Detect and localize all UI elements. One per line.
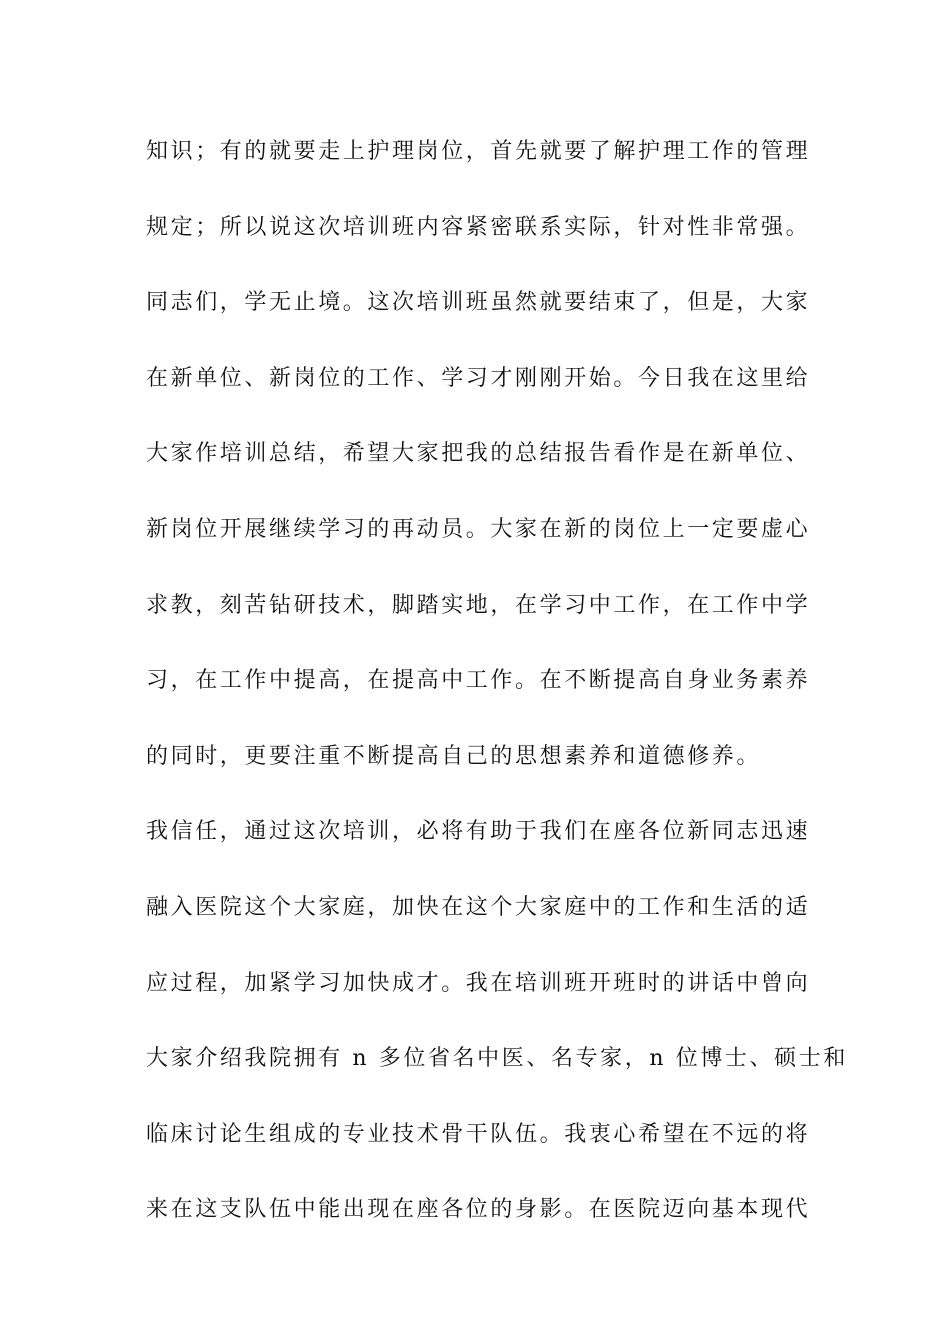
body-text [146, 128, 848, 1262]
text-line: 大家介绍我院拥有 n 多位省名中医、名专家，n 位博士、硕士和 [146, 1046, 848, 1072]
text-line: 习，在工作中提高，在提高中工作。在不断提高自身业务素养 [146, 668, 811, 694]
text-line: 我信任，通过这次培训，必将有助于我们在座各位新同志迅速 [146, 819, 811, 845]
text-line: 规定；所以说这次培训班内容紧密联系实际，针对性非常强。 [146, 214, 811, 240]
text-line: 在新单位、新岗位的工作、学习才刚刚开始。今日我在这里给 [146, 365, 811, 391]
text-line: 临床讨论生组成的专业技术骨干队伍。我衷心希望在不远的将 [146, 1121, 811, 1147]
text-line: 融入医院这个大家庭，加快在这个大家庭中的工作和生活的适 [146, 894, 811, 920]
text-line: 新岗位开展继续学习的再动员。大家在新的岗位上一定要虚心 [146, 516, 811, 542]
text-line: 求教，刻苦钻研技术，脚踏实地，在学习中工作，在工作中学 [146, 592, 811, 618]
text-line: 来在这支队伍中能出现在座各位的身影。在医院迈向基本现代 [146, 1197, 811, 1223]
text-line: 的同时，更要注重不断提高自己的思想素养和道德修养。 [146, 743, 762, 769]
text-line: 同志们，学无止境。这次培训班虽然就要结束了，但是，大家 [146, 290, 811, 316]
text-line: 大家作培训总结，希望大家把我的总结报告看作是在新单位、 [146, 441, 811, 467]
text-line: 知识；有的就要走上护理岗位，首先就要了解护理工作的管理 [146, 139, 811, 164]
text-line: 应过程，加紧学习加快成才。我在培训班开班时的讲话中曾向 [146, 970, 811, 996]
